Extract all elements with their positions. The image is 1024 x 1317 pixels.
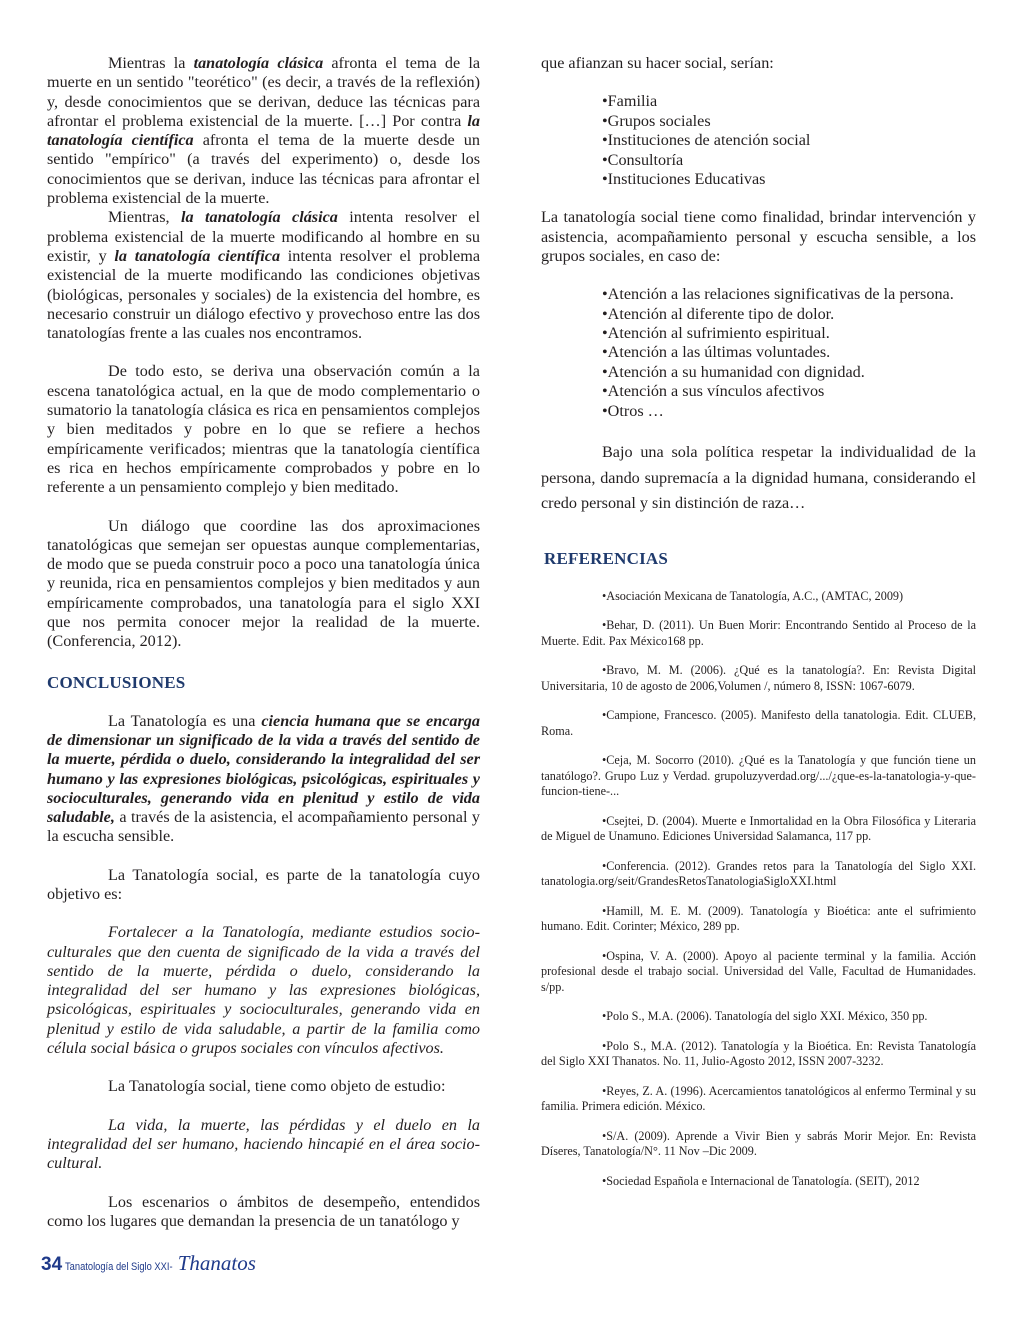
reference-entry: •Reyes, Z. A. (1996). Acercamientos tanatológicos al enfermo Terminal y su familia. Primera edición. México. xyxy=(541,1083,976,1114)
spacer xyxy=(47,904,480,923)
reference-entry: •Conferencia. (2012). Grandes retos para la Tanatología del Siglo XXI. tanatologia.org/seit/GrandesRetosTanatologiaSigloXXI.html xyxy=(541,858,976,889)
text-run: afronta el tema de la muerte desde un sentido "empírico" (a través del experimento) o, desde los conocimientos que se derivan, induce las técnicas para afrontar el problema existencial de la muerte. xyxy=(47,131,480,208)
paragraph-classical-vs-scientific xyxy=(47,54,480,208)
spacer xyxy=(47,847,480,866)
paragraph-tanatologia-definicion xyxy=(47,712,480,847)
emphasis: la tanatología clásica xyxy=(181,208,338,227)
list-item: •Instituciones de atención social xyxy=(602,131,811,150)
page-footer xyxy=(41,1251,256,1276)
paragraph-tanatologia-social: La Tanatología social, es parte de la tanatología cuyo objetivo es: xyxy=(47,865,480,903)
reference-entry: •Polo S., M.A. (2012). Tanatología y la Bioética. En: Revista Tanatología del Siglo XXI Thanatos. No. 11, Julio-Agosto 2012, ISSN 2007-3232. xyxy=(541,1038,976,1069)
emphasis: tanatología clásica xyxy=(193,54,324,72)
paragraph-observacion: De todo esto, se deriva una observación común a la escena tanatológica actual, en la que de modo complementario o sumatorio la tanatología clásica es rica en pensamientos complejos y bien meditados y pobre en lo que se refiere a hechos empíricamente verificados; mientras que la tanatología científica es rica en hechos empíricamente comprobados y pobre en lo referente a un pensamiento complejo y bien meditado. xyxy=(47,362,480,497)
reference-entry: •Campione, Francesco. (2005). Manifesto della tanatologia. Edit. CLUEB, Roma. xyxy=(541,708,976,738)
spacer xyxy=(47,1058,480,1077)
atencion-list xyxy=(541,285,976,421)
text-run: intenta resolver el problema existencial de la muerte modificando las condiciones objetivas (biológicas, personales y sociales) de la existencia del hombre, es necesario construir un diálogo efectivo y provechoso entre las dos tanatologías frente a las cuales nos encontramos. xyxy=(47,246,481,343)
spacer xyxy=(47,652,480,673)
text-run: Mientras la xyxy=(108,54,194,72)
reference-entry: •Sociedad Española e Internacional de Tanatología. (SEIT), 2012 xyxy=(602,1173,920,1188)
paragraph-objeto-quote: La vida, la muerte, las pérdidas y el duelo en la integralidad del ser humano, haciendo hincapié en el área socio-cultural. xyxy=(47,1115,480,1173)
references-list xyxy=(541,589,976,1190)
reference-entry: •Csejtei, D. (2004). Muerte e Inmortalidad en la Obra Filosófica y Literaria de Miguel de Unamuno. Ediciones Universidad Salamanca, 117 pp. xyxy=(541,813,976,844)
spacer xyxy=(47,343,480,362)
text-run: afronta el tema de la muerte en un sentido "teorético" (es decir, a través de la reflexión) y, desde conocimientos que se derivan, deduce las técnicas para afrontar el problema existencial de la muerte. […] Por contra xyxy=(47,54,481,130)
reference-entry: •Polo S., M.A. (2006). Tanatología del siglo XXI. México, 350 pp. xyxy=(602,1009,928,1024)
spacer xyxy=(541,73,976,92)
reference-entry: •Ceja, M. Socorro (2010). ¿Qué es la Tanatología y que función tiene un tanatólogo?. Grupo Luz y Verdad. grupoluzyverdad.org/.../¿que-es-la-tanatologia-y-que-funcion-tiene-... xyxy=(541,753,976,799)
list-item: •Atención a las últimas voluntades. xyxy=(602,343,831,362)
paragraph-objetivo-quote: Fortalecer a la Tanatología, mediante estudios socio-culturales que den cuenta de significado de la vida a través del sentido de la muerte, pérdida o duelo, considerando la integralidad del ser humano y las expresiones biológicas, psicológicas, espirituales y socioculturales, generando vida en plenitud y estilo de vida saludable, a partir de la familia como célula social básica o grupos sociales con vínculos afectivos. xyxy=(47,923,480,1058)
reference-entry: •Ospina, V. A. (2000). Apoyo al paciente terminal y la familia. Acción profesional desde el trabajo social. Universidad del Valle, Facultad de Humanidades. s/pp. xyxy=(541,948,976,994)
section-heading-referencias: REFERENCIAS xyxy=(544,548,669,568)
list-item: •Otros … xyxy=(602,401,664,420)
left-column xyxy=(47,54,480,1231)
right-column xyxy=(541,54,976,1203)
emphasis: ciencia humana que se encarga de dimensionar un significado de la vida a través del sentido de la muerte, pérdida o duelo, considerando la integralidad del ser humano y las expresiones biológicas, psicológicas, espirituales y socioculturales, generando vida en plenitud y estilo de vida saludable, xyxy=(47,711,480,827)
spacer xyxy=(47,498,480,517)
list-item: •Instituciones Educativas xyxy=(602,169,766,188)
spacer xyxy=(541,517,976,549)
spacer xyxy=(541,421,976,440)
reference-entry: •S/A. (2009). Aprende a Vivir Bien y sabrás Morir Mejor. En: Revista Díseres, Tanatología/N°. 11 Nov –Dic 2009. xyxy=(541,1128,976,1159)
list-item: •Consultoría xyxy=(602,150,684,169)
spacer xyxy=(47,1097,480,1116)
list-item: •Atención a su humanidad con dignidad. xyxy=(602,362,865,381)
reference-entry: •Asociación Mexicana de Tanatología, A.C., (AMTAC, 2009) xyxy=(602,588,904,603)
list-item: •Atención a las relaciones significativas de la persona. xyxy=(602,285,954,304)
thanatos-logo: Thanatos xyxy=(177,1251,256,1275)
spacer xyxy=(541,189,976,208)
paragraph-escenarios: Los escenarios o ámbitos de desempeño, entendidos como los lugares que demandan la presencia de un tanatólogo y xyxy=(47,1192,480,1230)
paragraph-finalidad: La tanatología social tiene como finalidad, brindar intervención y asistencia, acompañamiento personal y escucha sensible, a los grupos sociales, en caso de: xyxy=(541,208,976,265)
reference-entry: •Hamill, M. E. M. (2009). Tanatología y Bioética: ante el sufrimiento humano. Edit. Corinter; México, 289 pp. xyxy=(541,903,976,934)
paragraph-dialogo: Un diálogo que coordine las dos aproximaciones tanatológicas que semejan ser opuestas aunque complementarias, de modo que se pueda construir poco a poco una tanatología única y reunida, rica en pensamientos complejos y bien meditados y aun empíricamente comprobados, una tanatología para el siglo XXI que nos permita conocer mejor la realidad de la muerte. (Conferencia, 2012). xyxy=(47,516,480,651)
publication-name: Tanatología del Siglo XXI- xyxy=(65,1261,173,1273)
list-item: •Atención al diferente tipo de dolor. xyxy=(602,304,835,323)
list-item: •Familia xyxy=(602,92,658,111)
page-number: 34 xyxy=(41,1254,63,1275)
emphasis: la tanatología científica xyxy=(47,111,480,150)
ambitos-list xyxy=(541,92,976,189)
text-run: La Tanatología es una xyxy=(108,711,262,730)
text-run: Mientras, xyxy=(108,208,182,227)
paragraph-mientras xyxy=(47,208,480,343)
paragraph-objeto-estudio: La Tanatología social, tiene como objeto de estudio: xyxy=(108,1077,446,1096)
spacer xyxy=(47,693,480,712)
text-run: intenta resolver el problema existencial de la muerte modificando al hombre en su existir, y xyxy=(47,208,480,265)
spacer xyxy=(541,266,976,285)
list-item: •Grupos sociales xyxy=(602,111,711,130)
spacer xyxy=(47,1174,480,1193)
reference-entry: •Bravo, M. M. (2006). ¿Qué es la tanatología?. En: Revista Digital Universitaria, 10 de agosto de 2006,Volumen /, número 8, ISSN: 1067-6079. xyxy=(541,663,976,693)
spacer xyxy=(541,569,976,589)
list-item: •Atención al sufrimiento espiritual. xyxy=(602,324,830,343)
section-heading-conclusiones: CONCLUSIONES xyxy=(47,672,186,692)
paragraph-politica: Bajo una sola política respetar la individualidad de la persona, dando supremacía a la dignidad humana, considerando el credo personal y sin distinción de raza… xyxy=(541,443,976,513)
list-item: •Atención a sus vínculos afectivos xyxy=(602,382,825,401)
reference-entry: •Behar, D. (2011). Un Buen Morir: Encontrando Sentido al Proceso de la Muerte. Edit. Pax México168 pp. xyxy=(541,618,976,648)
text-run: a través de la asistencia, el acompañamiento personal y la escucha sensible. xyxy=(47,808,480,846)
paragraph-afianzan: que afianzan su hacer social, serían: xyxy=(541,54,774,72)
emphasis: la tanatología científica xyxy=(114,246,281,265)
